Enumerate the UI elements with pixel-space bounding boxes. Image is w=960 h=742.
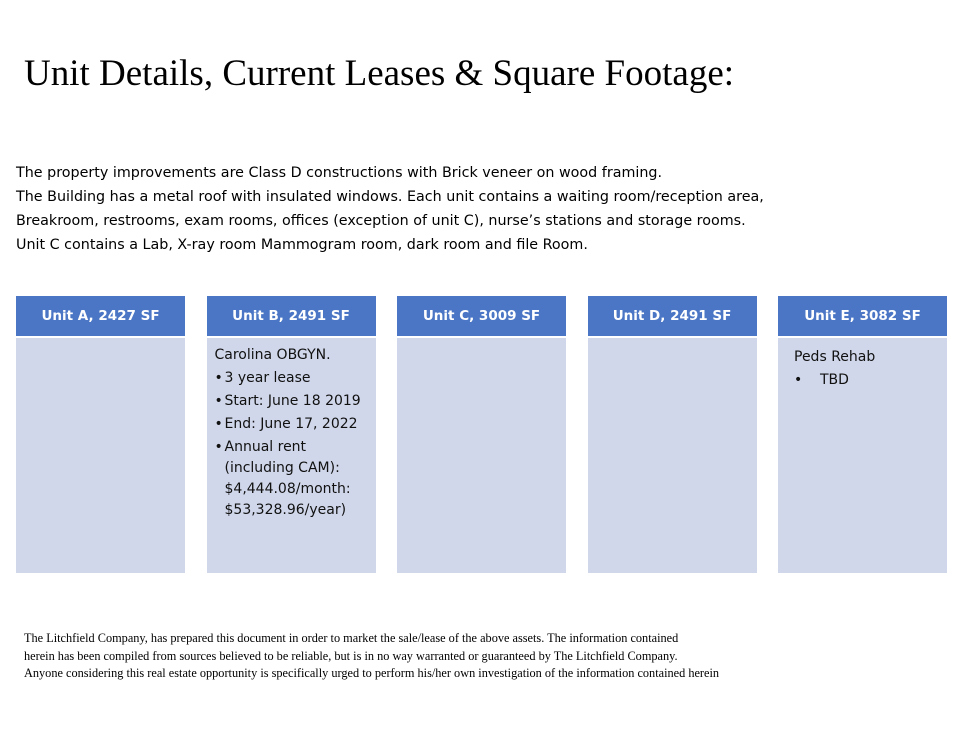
disclaimer-line: herein has been compiled from sources believed to be reliable, but is in no way warranted or guaranteed by The Litchfield Company. <box>24 648 678 663</box>
disclaimer-line: Anyone considering this real estate opportunity is specifically urged to perform his/her own investigation of the information contained herein <box>24 666 720 680</box>
lease-status: TBD <box>820 372 849 388</box>
list-item <box>215 414 368 435</box>
unit-e-header: Unit E, 3082 SF <box>778 296 947 338</box>
unit-c-body <box>397 338 566 345</box>
bullet-icon: • <box>794 372 803 388</box>
description-line: Breakroom, restrooms, exam rooms, offices (exception of unit C), nurse’s stations and storage rooms. <box>16 213 746 229</box>
bullet-icon: • <box>214 370 223 386</box>
lease-start: Start: June 18 2019 <box>224 393 361 409</box>
lease-end: End: June 17, 2022 <box>224 416 358 432</box>
description-line: Unit C contains a Lab, X-ray room Mammogram room, dark room and file Room. <box>16 237 588 253</box>
unit-e-body <box>778 338 947 391</box>
list-item <box>215 437 368 521</box>
bullet-icon: • <box>214 393 223 409</box>
list-item <box>215 368 368 389</box>
description-line: The property improvements are Class D constructions with Brick veneer on wood framing. <box>16 165 663 181</box>
unit-b-column <box>207 296 376 573</box>
unit-d-header: Unit D, 2491 SF <box>588 296 757 338</box>
disclaimer-line: The Litchfield Company, has prepared this document in order to market the sale/lease of the above assets. The information contained <box>24 631 679 645</box>
list-item <box>794 370 939 391</box>
description-line: The Building has a metal roof with insulated windows. Each unit contains a waiting room/reception area, <box>16 189 764 205</box>
annual-rent: Annual rent (including CAM): $4,444.08/month: $53,328.96/year) <box>224 439 351 518</box>
unit-e-column <box>778 296 947 573</box>
unit-a-body <box>16 338 185 345</box>
lease-term: 3 year lease <box>224 370 311 386</box>
unit-b-header: Unit B, 2491 SF <box>207 296 376 338</box>
page-title: Unit Details, Current Leases & Square Footage: <box>24 53 735 94</box>
bullet-icon: • <box>214 416 223 432</box>
unit-e-tenant: Peds Rehab <box>794 349 876 365</box>
unit-d-body <box>588 338 757 345</box>
unit-c-header: Unit C, 3009 SF <box>397 296 566 338</box>
list-item <box>215 391 368 412</box>
bullet-icon: • <box>214 439 223 455</box>
property-description <box>16 161 946 257</box>
units-table <box>16 296 947 573</box>
unit-e-lease-details <box>794 370 939 391</box>
unit-b-body <box>207 338 376 521</box>
unit-a-column <box>16 296 185 573</box>
unit-b-tenant: Carolina OBGYN. <box>214 347 331 363</box>
unit-a-header: Unit A, 2427 SF <box>16 296 185 338</box>
unit-d-column <box>588 296 757 573</box>
unit-c-column <box>397 296 566 573</box>
disclaimer <box>24 630 924 683</box>
unit-b-lease-details <box>215 368 368 521</box>
